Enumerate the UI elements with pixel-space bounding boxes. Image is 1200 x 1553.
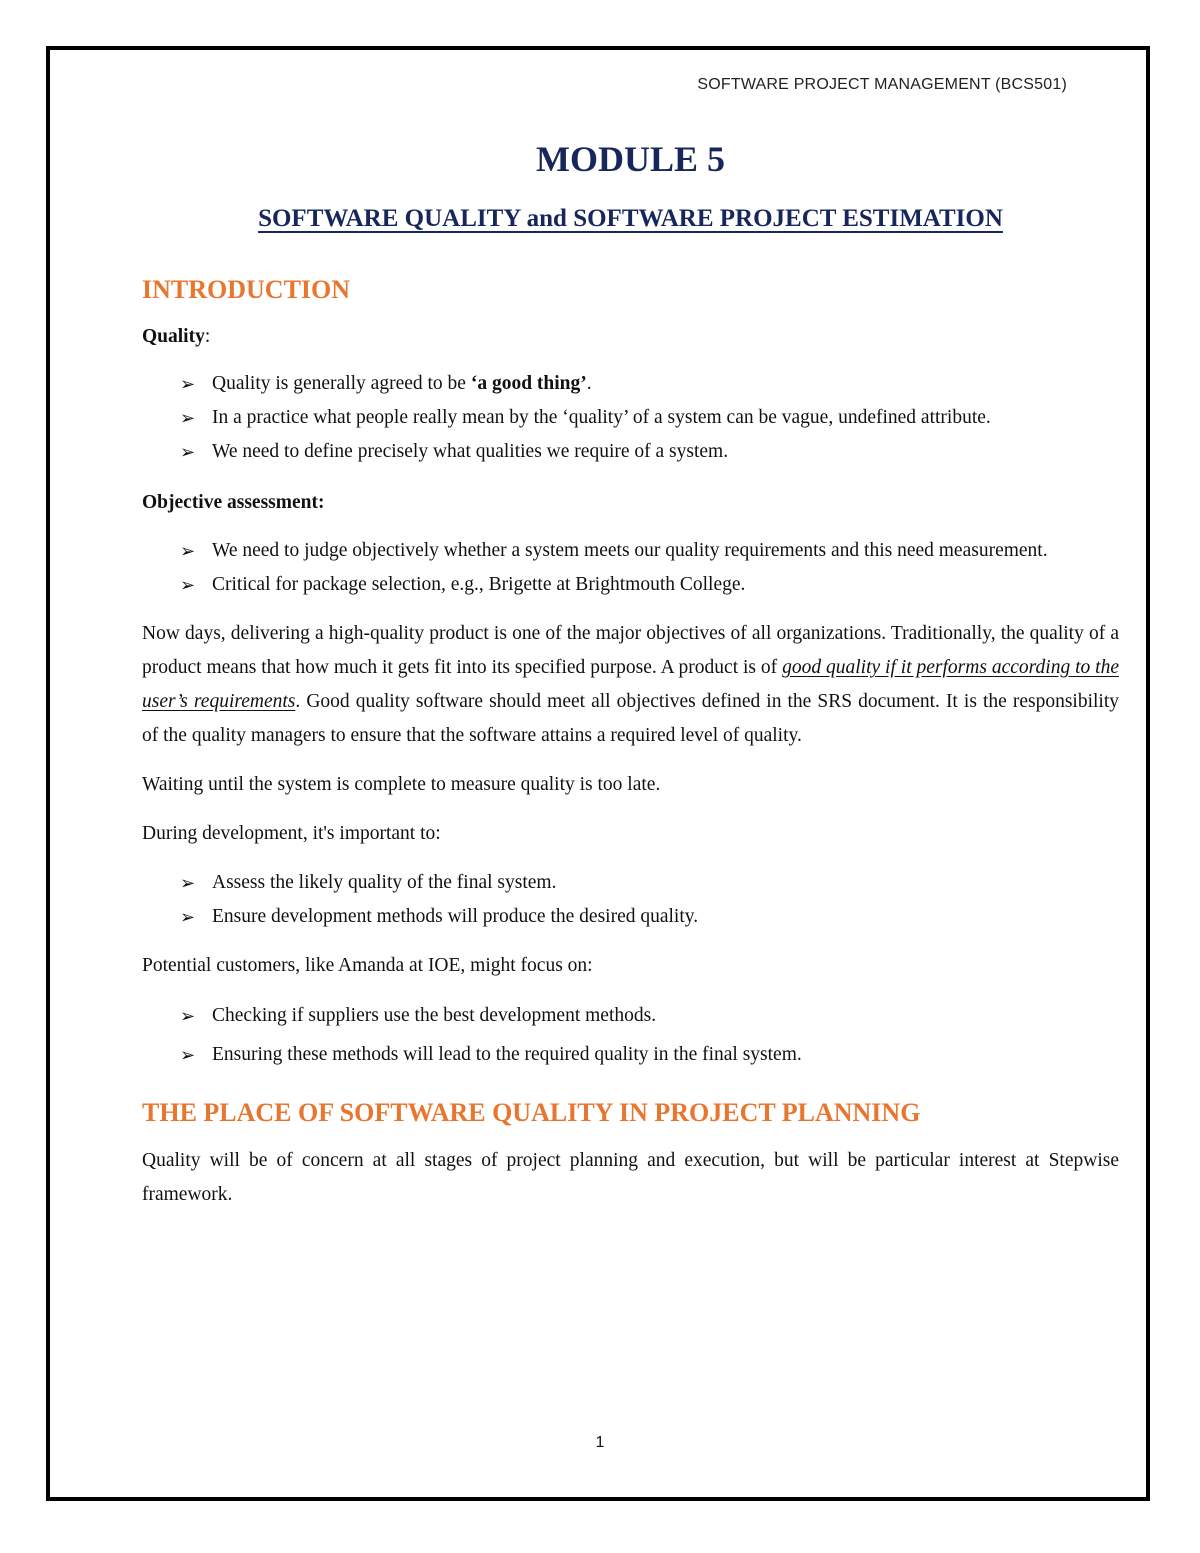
- list-item: [142, 900, 1119, 934]
- paragraph-text: Now days, delivering a high-quality product is one of the major objectives of all organizations. Traditionally, the quality of a product means that how much it gets fit into its specified purpose. A product is of: [142, 623, 1119, 678]
- arrow-bullet-icon: ➢: [180, 408, 196, 429]
- list-item: [142, 999, 1119, 1033]
- document-content: [142, 70, 1119, 1212]
- page-number: 1: [595, 1434, 605, 1451]
- objective-bullet-list: [142, 534, 1119, 602]
- list-item: [142, 534, 1119, 568]
- module-title: MODULE 5: [536, 139, 725, 179]
- list-item: [142, 435, 1119, 469]
- introduction-heading: INTRODUCTION: [142, 275, 351, 304]
- list-item: [142, 401, 1119, 435]
- quality-label: [142, 326, 1119, 348]
- development-intro: During development, it's important to:: [142, 823, 441, 844]
- quality-paragraph: [142, 617, 1119, 753]
- quality-label-colon: :: [204, 326, 211, 347]
- arrow-bullet-icon: ➢: [180, 374, 196, 395]
- arrow-bullet-icon: ➢: [180, 1006, 196, 1027]
- bullet-text: Checking if suppliers use the best development methods.: [212, 1005, 657, 1026]
- arrow-bullet-icon: ➢: [180, 873, 196, 894]
- document-subtitle: SOFTWARE QUALITY and SOFTWARE PROJECT ESTIMATION: [258, 205, 1003, 232]
- running-header: SOFTWARE PROJECT MANAGEMENT (BCS501): [697, 76, 1067, 93]
- bullet-text: Ensure development methods will produce the desired quality.: [212, 906, 699, 927]
- customers-bullet-list: [142, 999, 1119, 1072]
- bullet-text: Ensuring these methods will lead to the required quality in the final system.: [212, 1044, 802, 1065]
- bullet-text: Quality is generally agreed to be: [212, 373, 471, 394]
- arrow-bullet-icon: ➢: [180, 575, 196, 596]
- objective-assessment-label: Objective assessment:: [142, 492, 325, 513]
- arrow-bullet-icon: ➢: [180, 1045, 196, 1066]
- list-item: [142, 866, 1119, 900]
- list-item: [142, 1038, 1119, 1072]
- place-paragraph: Quality will be of concern at all stages of project planning and execution, but will be particular interest at Stepwise framework.: [142, 1150, 1119, 1205]
- bullet-text: We need to judge objectively whether a system meets our quality requirements and this need measurement.: [212, 540, 1048, 561]
- bullet-text-end: .: [586, 373, 592, 394]
- bullet-text: In a practice what people really mean by the ‘quality’ of a system can be vague, undefined attribute.: [212, 407, 991, 428]
- arrow-bullet-icon: ➢: [180, 907, 196, 928]
- waiting-paragraph: Waiting until the system is complete to measure quality is too late.: [142, 774, 661, 795]
- paragraph-emphasis: good quality if it performs according to the user’s requirements: [142, 657, 1119, 712]
- bullet-text: Critical for package selection, e.g., Brigette at Brightmouth College.: [212, 574, 746, 595]
- quality-bullet-list: [142, 367, 1119, 469]
- arrow-bullet-icon: ➢: [180, 541, 196, 562]
- place-of-quality-heading: THE PLACE OF SOFTWARE QUALITY IN PROJECT PLANNING: [142, 1098, 921, 1127]
- bullet-text: We need to define precisely what qualities we require of a system.: [212, 441, 729, 462]
- paragraph-text-end: . Good quality software should meet all objectives defined in the SRS document. It is the responsibility of the quality managers to ensure that the software attains a required level of quality.: [142, 691, 1119, 746]
- list-item: [142, 367, 1119, 401]
- arrow-bullet-icon: ➢: [180, 442, 196, 463]
- development-bullet-list: [142, 866, 1119, 934]
- bullet-text: Assess the likely quality of the final system.: [212, 872, 557, 893]
- bullet-bold-text: ‘a good thing’: [470, 373, 587, 394]
- customers-intro: Potential customers, like Amanda at IOE, might focus on:: [142, 955, 593, 976]
- quality-label-text: Quality: [142, 326, 205, 347]
- list-item: [142, 568, 1119, 602]
